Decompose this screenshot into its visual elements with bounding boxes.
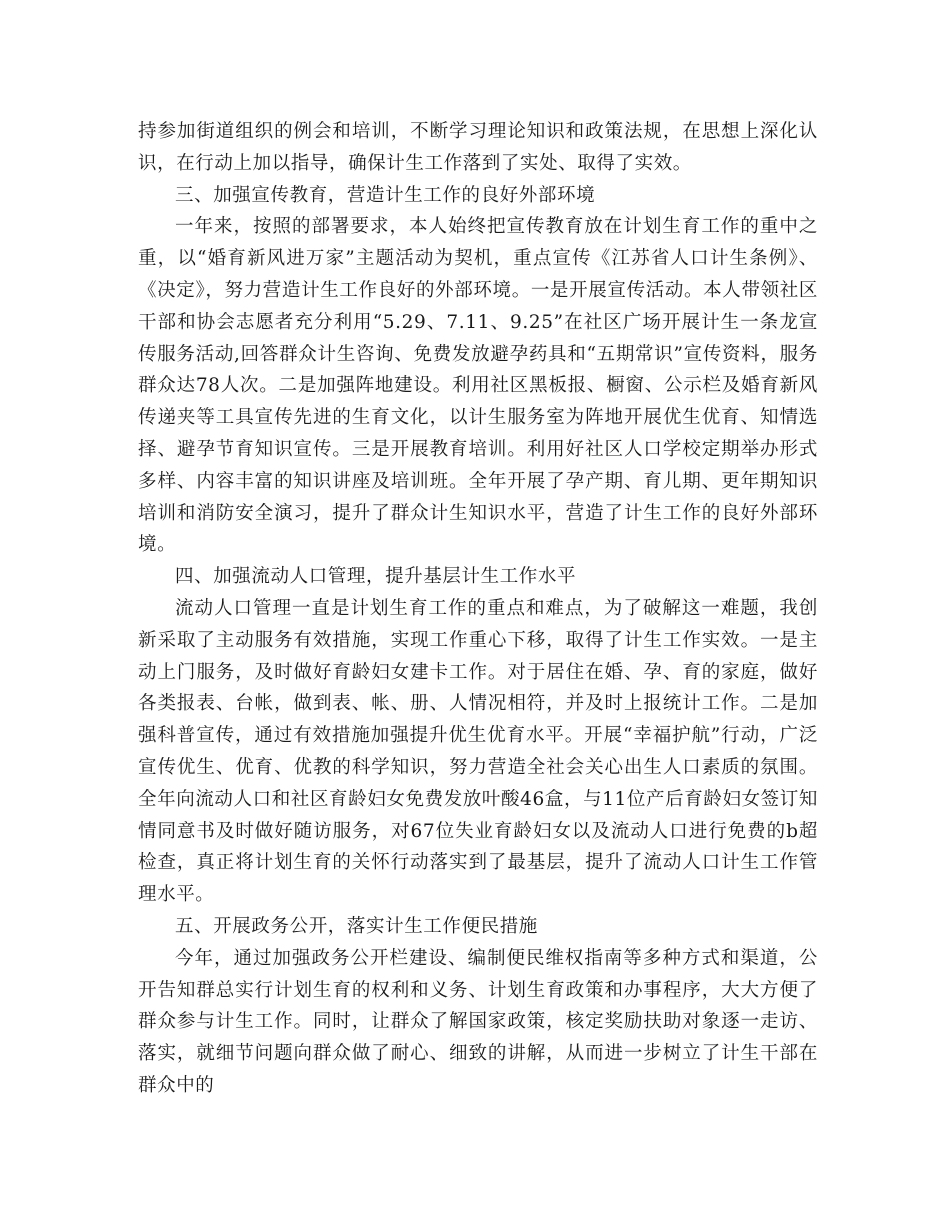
paragraph-continued: 持参加街道组织的例会和培训，不断学习理论知识和政策法规，在思想上深化认识，在行动上加以指导，确保计生工作落到了实处、取得了实效。 (138, 121, 818, 174)
paragraph-public-affairs: 今年，通过加强政务公开栏建设、编制便民维权指南等多种方式和渠道，公开告知群总实行计划生育的权利和义务、计划生育政策和办事程序，大大方便了群众参与计生工作。同时，让群众了解国家政策，核定奖励扶助对象逐一走访、落实，就细节问题向群众做了耐心、细致的讲解，从而进一步树立了计生干部在群众中的 (138, 947, 818, 1096)
section-heading-5: 五、开展政务公开，落实计生工作便民措施 (175, 915, 538, 937)
paragraph-floating-population: 流动人口管理一直是计划生育工作的重点和难点，为了破解这一难题，我创新采取了主动服务有效措施，实现工作重心下移，取得了计生工作实效。一是主动上门服务，及时做好育龄妇女建卡工作。对于居住在婚、孕、育的家庭，做好各类报表、台帐，做到表、帐、册、人情况相符，并及时上报统计工作。二是加强科普宣传，通过有效措施加强提升优生优育水平。开展“幸福护航”行动，广泛宣传优生、优育、优教的科学知识，努力营造全社会关心出生人口素质的氛围。全年向流动人口和社区育龄妇女免费发放叶酸46盒，与11位产后育龄妇女签订知情同意书及时做好随访服务，对67位失业育龄妇女以及流动人口进行免费的b超检查，真正将计划生育的关怀行动落实到了最基层，提升了流动人口计生工作管理水平。 (138, 597, 818, 906)
section-heading-4: 四、加强流动人口管理，提升基层计生工作水平 (175, 566, 577, 588)
paragraph-publicity: 一年来，按照的部署要求，本人始终把宣传教育放在计划生育工作的重中之重，以“婚育新风进万家”主题活动为契机，重点宣传《江苏省人口计生条例》、《决定》，努力营造计生工作良好的外部环境。一是开展宣传活动。本人带领社区干部和协会志愿者充分利用“5.29、7.11、9.25”在社区广场开展计生一条龙宣传服务活动,回答群众计生咨询、免费发放避孕药具和“五期常识”宣传资料，服务群众达78人次。二是加强阵地建设。利用社区黑板报、橱窗、公示栏及婚育新风传递夹等工具宣传先进的生育文化，以计生服务室为阵地开展优生优育、知情选择、避孕节育知识宣传。三是开展教育培训。利用好社区人口学校定期举办形式多样、内容丰富的知识讲座及培训班。全年开展了孕产期、育儿期、更年期知识培训和消防安全演习，提升了群众计生知识水平，营造了计生工作的良好外部环境。 (138, 216, 818, 556)
section-heading-3: 三、加强宣传教育，营造计生工作的良好外部环境 (175, 184, 596, 206)
document-body (138, 116, 818, 1102)
